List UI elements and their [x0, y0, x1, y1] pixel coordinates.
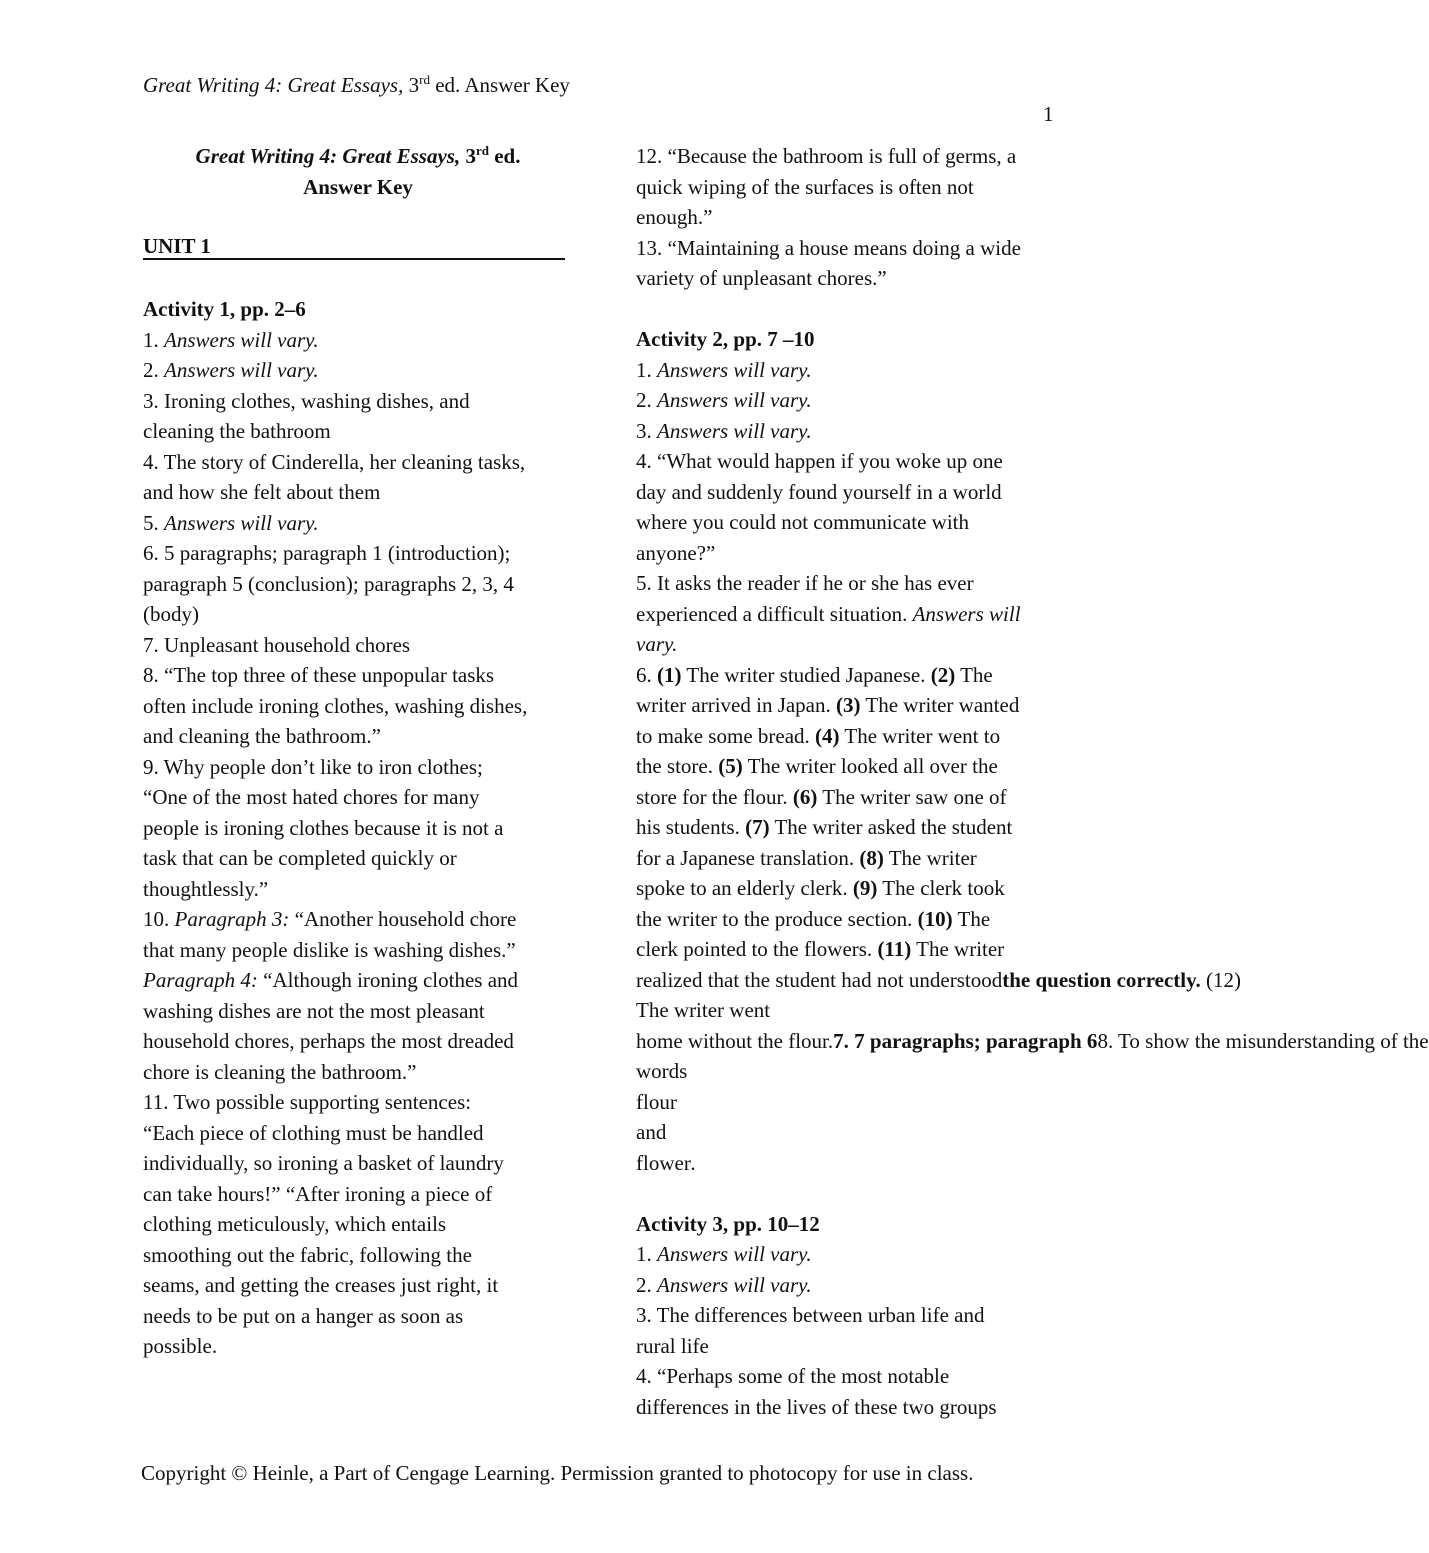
list-item [636, 934, 1076, 965]
list-item [143, 355, 573, 386]
item-text: “Although ironing clothes and [257, 968, 519, 992]
item-text: experienced a difficult situation. [636, 601, 913, 626]
list-item [143, 965, 573, 996]
list-item: individually, so ironing a basket of laundry [143, 1151, 504, 1175]
list-item: 6. 5 paragraphs; paragraph 1 (introduction); [143, 541, 511, 565]
item-answer: Answers will vary. [657, 388, 812, 412]
step-number: (6) [792, 784, 818, 809]
list-item: day and suddenly found yourself in a world [636, 479, 1002, 504]
list-item: that many people dislike is washing dishes.” [143, 937, 516, 962]
list-item [636, 629, 1076, 660]
paragraph-ref: Paragraph 4: [143, 968, 258, 992]
list-item: “Each piece of clothing must be handled [143, 1120, 484, 1145]
list-item [636, 1239, 1076, 1270]
list-item: people is ironing clothes because it is not a [143, 815, 504, 840]
item-text: (12) [1205, 967, 1241, 992]
list-item: and cleaning the bathroom.” [143, 724, 381, 748]
list-item [636, 660, 1076, 691]
item-text: The writer [911, 937, 1005, 961]
list-item: and how she felt about them [143, 480, 381, 504]
paragraph-ref: Paragraph 3: [174, 907, 290, 931]
title-line-2: Answer Key [303, 174, 413, 199]
item-text: clerk pointed to the flowers. [636, 937, 878, 961]
step-number: (9) [852, 876, 878, 900]
running-header-suffix: ed. Answer Key [435, 73, 570, 97]
item-text: realized that the student had not understood [636, 967, 1003, 992]
list-item [636, 416, 1076, 447]
step-number: (3) [836, 693, 861, 717]
running-header-edition-sup: rd [419, 72, 430, 87]
item-text: 8. To show the misunderstanding of the [1097, 1028, 1429, 1053]
item-answer: Answers will vary. [164, 510, 319, 535]
item-text: The writer asked the student [769, 815, 1013, 839]
item-text: The writer looked all over the [742, 754, 998, 778]
item-text: spoke to an elderly clerk. [636, 876, 853, 900]
list-item [636, 385, 1076, 416]
item-number: 1. [636, 1242, 657, 1266]
list-item: “One of the most hated chores for many [143, 785, 480, 809]
item-answer: Answers will vary. [657, 1272, 812, 1297]
list-item [636, 751, 1076, 782]
running-header-title: Great Writing 4: Great Essays, [143, 73, 404, 97]
spacer [636, 1178, 1076, 1209]
list-item: 11. Two possible supporting sentences: [143, 1090, 472, 1114]
item-answer: Answers will [912, 601, 1021, 626]
list-item: rural life [636, 1333, 709, 1358]
list-item: 4. “Perhaps some of the most notable [636, 1364, 950, 1388]
item-answer: Answers will vary. [657, 1242, 812, 1266]
list-item: seams, and getting the creases just right, it [143, 1273, 499, 1297]
step-number: (7) [745, 815, 770, 839]
item-answer: Answers will vary. [657, 418, 812, 443]
item-text: The [955, 662, 993, 687]
list-item: task that can be completed quickly or [143, 846, 457, 870]
title-edition: 3 [465, 144, 476, 168]
item-number: 10. [143, 907, 175, 931]
item-text: to make some bread. [636, 723, 816, 748]
step-number: (8) [859, 845, 884, 870]
copyright-footer: Copyright © Heinle, a Part of Cengage Learning. Permission granted to photocopy for use in class. [141, 1461, 974, 1485]
item-text: The writer studied Japanese. [681, 662, 931, 687]
step-number: (5) [718, 754, 743, 778]
list-item [636, 355, 1076, 386]
list-item [636, 873, 1076, 904]
item-text: The writer [883, 845, 977, 870]
item-text: the writer to the produce section. [636, 906, 918, 931]
list-item [636, 1270, 1076, 1301]
item-text: The clerk took [877, 876, 1005, 900]
list-item [636, 843, 1076, 874]
list-item: smoothing out the fabric, following the [143, 1242, 472, 1267]
item-number: 5. [143, 510, 164, 535]
list-item: words [636, 1059, 688, 1083]
item-number: 6. [636, 662, 657, 687]
title-edition-sup: rd [475, 143, 489, 158]
title-line-1 [143, 141, 573, 172]
item-text: his students. [636, 815, 746, 839]
item-text: home without the flour. [636, 1028, 834, 1053]
list-item [143, 904, 573, 935]
list-item: 13. “Maintaining a house means doing a wide [636, 235, 1021, 260]
item-number: 1. [636, 357, 657, 382]
step-number: the question correctly. [1002, 967, 1206, 992]
list-item [636, 1026, 1429, 1057]
step-number: (1) [657, 662, 682, 687]
list-item [636, 904, 1076, 935]
item-number: 2. [143, 358, 164, 382]
list-item: 9. Why people don’t like to iron clothes; [143, 754, 483, 779]
item-text: The writer saw one of [817, 784, 1007, 809]
list-item: chore is cleaning the bathroom.” [143, 1059, 417, 1084]
right-column [636, 141, 1429, 1422]
list-item: 7. Unpleasant household chores [143, 632, 411, 657]
list-item: where you could not communicate with [636, 510, 969, 534]
list-item: enough.” [636, 205, 713, 229]
list-item: 4. The story of Cinderella, her cleaning tasks, [143, 449, 526, 474]
list-item: quick wiping of the surfaces is often not [636, 174, 974, 199]
item-text: The [952, 906, 991, 931]
list-item: (body) [143, 602, 199, 626]
left-column [143, 141, 573, 1362]
page-number: 1 [1043, 102, 1054, 126]
list-item: 3. The differences between urban life and [636, 1303, 985, 1327]
item-number: 2. [636, 388, 657, 412]
step-number: (10) [917, 906, 953, 931]
list-item [636, 782, 1076, 813]
item-number: 1. [143, 327, 164, 352]
list-item: washing dishes are not the most pleasant [143, 998, 485, 1023]
item-answer: Answers will vary. [657, 357, 812, 382]
step-number: (4) [815, 723, 840, 748]
unit-heading: UNIT 1 [143, 232, 565, 260]
list-item: 8. “The top three of these unpopular tasks [143, 663, 495, 687]
item-number: 3. [636, 418, 657, 443]
document-title [143, 141, 573, 202]
activity-3-heading: Activity 3, pp. 10–12 [636, 1211, 820, 1236]
list-item: needs to be put on a hanger as soon as [143, 1303, 464, 1328]
list-item: 3. Ironing clothes, washing dishes, and [143, 388, 470, 413]
list-item [636, 812, 1076, 843]
item-text: store for the flour. [636, 784, 793, 809]
title-italic: Great Writing 4: Great Essays, [195, 144, 461, 168]
item-text: flower [636, 1150, 691, 1175]
item-text: for a Japanese translation. [636, 845, 860, 870]
step-number: 7. 7 paragraphs; paragraph 6 [833, 1028, 1098, 1053]
list-item: often include ironing clothes, washing dishes, [143, 693, 528, 718]
item-text: The writer wanted [860, 693, 1020, 717]
list-item [143, 325, 573, 356]
list-item: 5. It asks the reader if he or she has ever [636, 571, 974, 595]
item-text: The writer went to [839, 723, 1001, 748]
item-text: “Another household chore [289, 907, 517, 931]
list-item [636, 599, 1076, 630]
list-item: differences in the lives of these two groups [636, 1394, 997, 1419]
list-item: can take hours!” “After ironing a piece of [143, 1181, 493, 1206]
list-item: The writer went [636, 998, 771, 1022]
item-text: writer arrived in Japan. [636, 693, 837, 717]
title-suffix: ed. [494, 144, 521, 168]
activity-1-heading: Activity 1, pp. 2–6 [143, 297, 306, 321]
running-header-edition: 3 [408, 73, 420, 97]
item-text: the store. [636, 754, 719, 778]
list-item: 4. “What would happen if you woke up one [636, 449, 1003, 473]
item-number: 2. [636, 1272, 657, 1297]
list-item: clothing meticulously, which entails [143, 1212, 447, 1236]
list-item: and [636, 1120, 667, 1144]
list-item: paragraph 5 (conclusion); paragraphs 2, 3, 4 [143, 571, 514, 596]
list-item [143, 508, 573, 539]
item-answer: Answers will vary. [164, 358, 319, 382]
list-item: household chores, perhaps the most dreaded [143, 1029, 514, 1053]
list-item: 12. “Because the bathroom is full of germs, a [636, 144, 1017, 168]
step-number: (11) [877, 937, 912, 961]
word-flour: . [690, 1150, 697, 1175]
list-item: cleaning the bathroom [143, 419, 331, 443]
list-item [636, 721, 1076, 752]
activity-2-heading: Activity 2, pp. 7 –10 [636, 327, 815, 351]
item-answer: Answers will vary. [164, 327, 319, 352]
list-item: possible. [143, 1334, 218, 1358]
step-number: (2) [930, 662, 956, 687]
list-item: variety of unpleasant chores.” [636, 266, 887, 290]
list-item: flour [636, 1089, 677, 1114]
spacer [636, 294, 1076, 325]
list-item [636, 690, 1076, 721]
list-item: anyone?” [636, 540, 716, 565]
list-item: thoughtlessly.” [143, 876, 269, 901]
list-item [636, 1148, 1076, 1179]
item-answer: vary. [636, 632, 678, 656]
running-header [143, 70, 570, 100]
list-item [636, 965, 1241, 996]
